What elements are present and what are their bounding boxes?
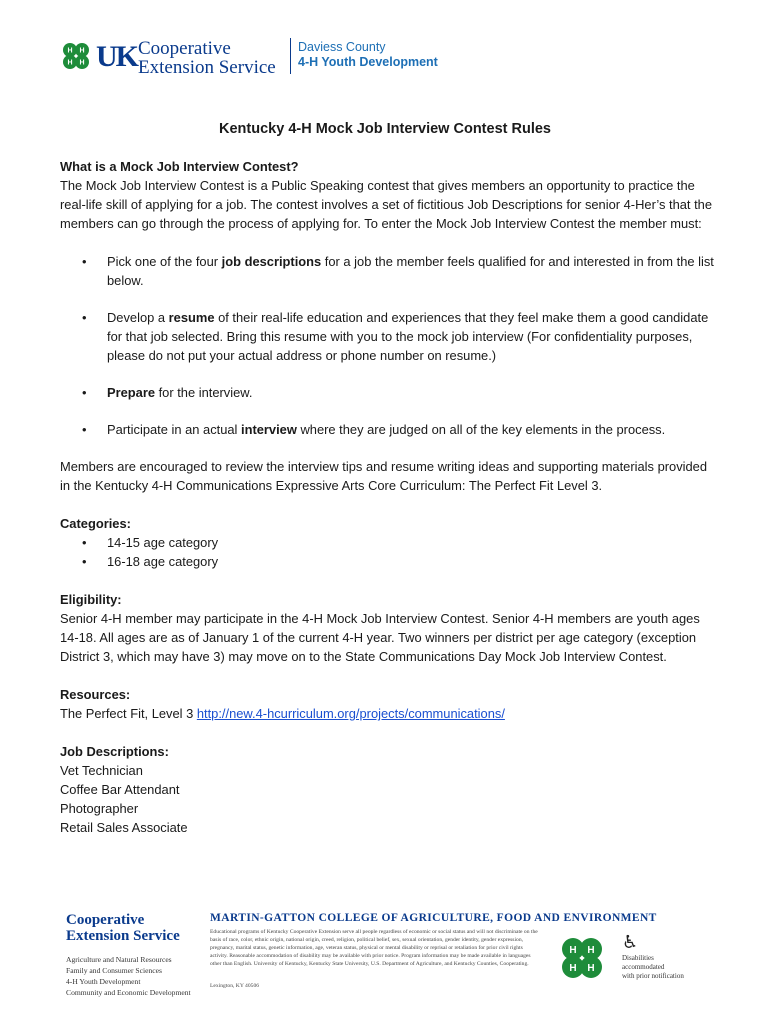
county-name: Daviess County: [298, 40, 386, 54]
list-item: • Participate in an actual interview where they are judged on all of the key elements in the process.: [60, 420, 720, 439]
eligibility-text: Senior 4-H member may participate in the 4-H Mock Job Interview Contest. Senior 4-H members are youth ages 14-18. All ages are as of January 1 of the current 4-H year. Two winners per district per age category (exception District 3, which may have 3) may move on to the State Communications Day Mock Job Interview Contest.: [60, 611, 700, 664]
footer-four-h-clover-icon: [556, 932, 608, 984]
county-block: [298, 40, 438, 70]
list-item: • Pick one of the four job descriptions for a job the member feels qualified for and interested in from the list below.: [60, 252, 720, 290]
county-program: 4-H Youth Development: [298, 55, 438, 69]
accessibility-icon: ♿: [622, 932, 639, 952]
unit-item: Community and Economic Development: [66, 988, 191, 997]
coop-line-1: Cooperative: [138, 38, 231, 59]
categories-list: [60, 533, 720, 571]
jobs-heading: Job Descriptions:: [60, 744, 169, 759]
encourage-text: Members are encouraged to review the interview tips and resume writing ideas and supporting materials provided in the Kentucky 4-H Communications Expressive Arts Core Curriculum: The Perfect Fit Level 3.: [60, 459, 708, 493]
document-body: [60, 157, 720, 837]
eeo-statement: Educational programs of Kentucky Cooperative Extension serve all people regardless of economic or social status and will not discriminate on the basis of race, color, ethnic origin, national origin, creed, religion, political belief, sex, sexual orientation, gender identity, gender expression, pregnancy, marital status, genetic information, age, veteran status, physical or mental disability or reprisal or retaliation for prior civil rights activity. Reasonable accommodation of disability may be available with prior notice. Program information may be made available in languages other than English. University of Kentucky, Kentucky State University, U.S. Department of Agriculture, and Kentucky Counties, Cooperating.: [210, 929, 538, 967]
categories-heading: Categories:: [60, 516, 131, 531]
job-item: Vet Technician: [60, 763, 143, 778]
unit-item: Agriculture and Natural Resources: [66, 955, 172, 964]
svg-text:H: H: [79, 59, 85, 67]
svg-text:H: H: [67, 47, 73, 55]
job-item: Coffee Bar Attendant: [60, 782, 180, 797]
intro-text: The Mock Job Interview Contest is a Public Speaking contest that gives members an opportunity to practice the real-life skill of applying for a job. The contest involves a set of fictitious Job Descriptions for senior 4-Her’s that the members can go through the process of applying for. To enter the Mock Job Interview Contest the member must:: [60, 178, 713, 231]
svg-text:H: H: [79, 47, 85, 55]
page-title: Kentucky 4-H Mock Job Interview Contest Rules: [219, 121, 551, 137]
unit-item: 4-H Youth Development: [66, 977, 141, 986]
uk-logo: UK: [96, 40, 137, 73]
list-item: • Develop a resume of their real-life education and experiences that they feel make them a good candidate for that job selected. Bring this resume with you to the mock job interview (For confidentiality purposes, please do not put your actual address or phone number on resume.): [60, 308, 720, 365]
footer-extension-logo: [66, 912, 180, 944]
coop-line-2: Extension Service: [138, 57, 276, 78]
disabilities-note: [622, 954, 684, 981]
four-h-clover-icon: [58, 38, 94, 74]
resources-heading: Resources:: [60, 687, 131, 702]
list-item: • 16-18 age category: [60, 552, 720, 571]
svg-text:H: H: [569, 963, 577, 974]
disabilities-line-2: accommodated: [622, 963, 665, 971]
list-item: • Prepare for the interview.: [60, 383, 720, 402]
svg-text:H: H: [67, 59, 73, 67]
list-item: • 14-15 age category: [60, 533, 720, 552]
svg-text:H: H: [569, 945, 577, 956]
intro-heading: What is a Mock Job Interview Contest?: [60, 159, 299, 174]
job-item: Photographer: [60, 801, 139, 816]
svg-text:H: H: [587, 945, 595, 956]
footer-coop-line-1: Cooperative: [66, 912, 145, 928]
header-divider: [290, 38, 291, 74]
unit-item: Family and Consumer Sciences: [66, 966, 162, 975]
job-item: Retail Sales Associate: [60, 820, 188, 835]
program-units: [66, 954, 191, 998]
college-name: MARTIN-GATTON COLLEGE OF AGRICULTURE, FOOD AND ENVIRONMENT: [210, 912, 657, 924]
footer: [66, 912, 706, 1002]
letterhead: [58, 38, 718, 78]
resources-text: The Perfect Fit, Level 3 http://new.4-hcurriculum.org/projects/communications/: [60, 706, 505, 721]
footer-location: Lexington, KY 40506: [210, 983, 260, 989]
steps-list: [60, 252, 720, 439]
eligibility-heading: Eligibility:: [60, 592, 122, 607]
svg-text:H: H: [587, 963, 595, 974]
disabilities-line-3: with prior notification: [622, 972, 684, 980]
extension-logo-text: [138, 39, 276, 77]
disabilities-line-1: Disabilities: [622, 954, 654, 962]
curriculum-link[interactable]: http://new.4-hcurriculum.org/projects/communications/: [196, 706, 505, 721]
footer-coop-line-2: Extension Service: [66, 928, 180, 944]
